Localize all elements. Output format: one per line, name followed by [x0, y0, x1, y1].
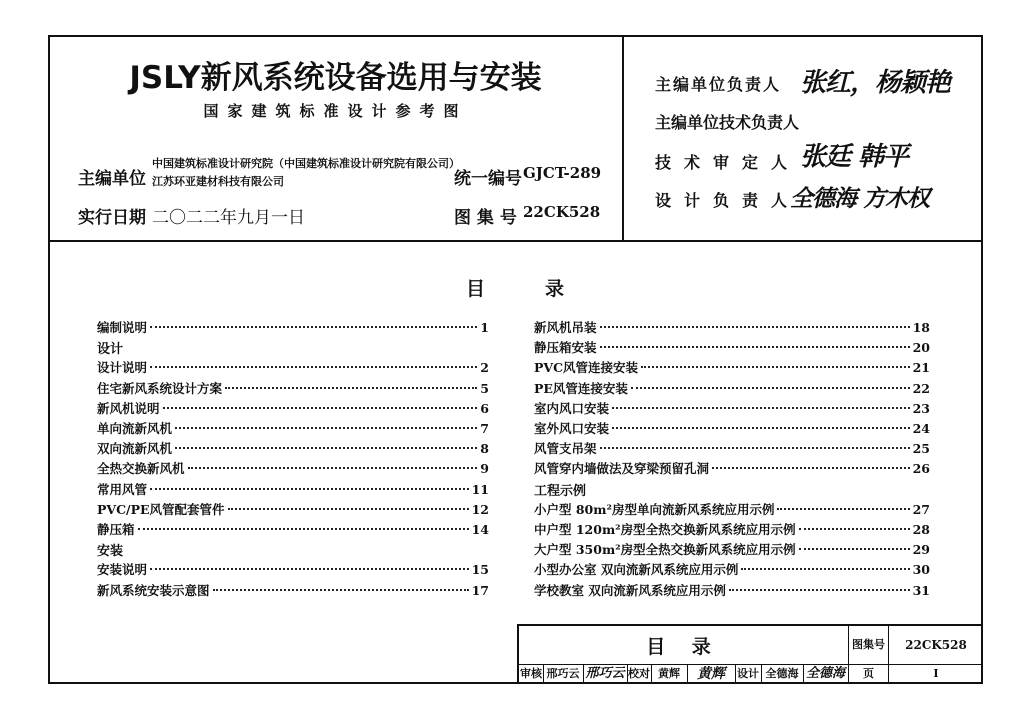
toc-entry-title: PVC/PE风管配套管件	[97, 501, 225, 517]
toc-dot-leader	[163, 407, 478, 409]
toc-entry[interactable]	[534, 439, 930, 459]
toc-entry[interactable]	[534, 581, 930, 601]
toc-entry-page: 18	[912, 320, 930, 335]
toc-entry-title: 编制说明	[97, 320, 148, 335]
toc-entry[interactable]	[534, 338, 930, 358]
toc-entry[interactable]	[534, 459, 930, 479]
atlas-number: 22CK528	[523, 203, 601, 221]
toc-dot-leader	[600, 346, 910, 348]
toc-entry-title: 住宅新风系统设计方案	[97, 380, 223, 396]
toc-entry[interactable]	[534, 500, 930, 520]
toc-entry[interactable]	[97, 520, 489, 540]
signoff-sep	[627, 665, 628, 684]
toc-entry-title: 新风系统安装示意图	[97, 582, 210, 598]
toc-entry-page: 9	[480, 461, 489, 477]
toc-entry-title: 室内风口安装	[534, 400, 610, 416]
toc-entry-title: 风管支吊架	[534, 441, 597, 457]
atlas-number-label: 图 集 号	[454, 208, 517, 228]
toc-entry-page: 29	[912, 542, 930, 558]
toc-entry-title: 中户型 120m²房型全热交换新风系统应用示例	[534, 522, 796, 537]
uniform-number-label: 统一编号	[454, 169, 522, 189]
toc-entry-title: 风管穿内墙做法及穿梁预留孔洞	[534, 461, 710, 477]
review-label: 审核	[520, 667, 542, 680]
approval-signature-3: 张廷 韩平	[800, 142, 909, 172]
toc-heading-left: 目	[466, 278, 486, 300]
editor-unit-label: 主编单位	[78, 169, 146, 189]
review-name: 邢巧云	[546, 667, 580, 680]
toc-entry[interactable]	[97, 318, 489, 338]
toc-entry-title: 室外风口安装	[534, 421, 610, 436]
toc-entry[interactable]	[97, 500, 489, 520]
toc-entry-page: 23	[912, 400, 930, 416]
toc-entry-page: 12	[471, 501, 489, 517]
approval-signature-1: 张红，杨颖艳	[800, 68, 951, 98]
atlas-subtitle: 国家建筑标准设计参考图	[203, 102, 468, 120]
editor-unit-line2: 江苏环亚建材科技有限公司	[152, 175, 284, 188]
toc-entry-page: 28	[912, 522, 930, 537]
toc-entry[interactable]	[534, 318, 930, 338]
title-block-name: 目 录	[646, 636, 721, 658]
toc-entry-page: 22	[912, 380, 930, 396]
toc-dot-leader	[600, 326, 910, 328]
toc-entry-page: 5	[480, 380, 489, 396]
design-label: 设计	[737, 667, 759, 680]
toc-dot-leader	[138, 528, 469, 530]
check-signature: 黄辉	[697, 666, 725, 682]
approval-role-4: 设计负责人	[655, 191, 801, 210]
toc-entry-page: 20	[912, 340, 930, 356]
toc-dot-leader	[600, 447, 910, 449]
toc-section-heading: 设计	[97, 342, 124, 358]
review-signature: 邢巧云	[585, 666, 625, 681]
toc-dot-leader	[777, 508, 909, 510]
toc-entry-title: 新风机吊装	[534, 320, 597, 335]
toc-dot-leader	[150, 326, 477, 328]
signoff-sep	[543, 665, 544, 684]
signoff-sep	[735, 665, 736, 684]
toc-entry[interactable]	[534, 379, 930, 399]
toc-entry-title: 常用风管	[97, 481, 148, 497]
toc-entry[interactable]	[534, 358, 930, 378]
toc-entry-title: 大户型 350m²房型全热交换新风系统应用示例	[534, 542, 796, 558]
design-name: 全德海	[765, 667, 799, 680]
toc-entry-page: 17	[471, 582, 489, 598]
toc-entry-title: 安装说明	[97, 562, 148, 578]
toc-dot-leader	[799, 528, 910, 530]
toc-entry[interactable]	[97, 419, 489, 439]
toc-dot-leader	[188, 467, 478, 469]
title-block-top-line	[517, 624, 983, 626]
effective-date: 二〇二二年九月一日	[152, 208, 305, 228]
toc-dot-leader	[799, 548, 910, 550]
toc-dot-leader	[612, 407, 910, 409]
toc-entry-title: 静压箱安装	[534, 340, 597, 356]
toc-entry[interactable]	[97, 581, 489, 601]
toc-entry-page: 7	[480, 421, 489, 436]
toc-dot-leader	[228, 508, 469, 510]
toc-entry-page: 21	[912, 360, 930, 376]
toc-entry-title: 单向流新风机	[97, 421, 173, 436]
toc-entry-page: 11	[471, 481, 489, 497]
toc-entry-page: 24	[912, 421, 930, 436]
approval-role-2: 主编单位技术负责人	[655, 113, 800, 132]
toc-entry-title: 小型办公室 双向流新风系统应用示例	[534, 562, 739, 578]
toc-dot-leader	[150, 568, 469, 570]
signoff-sep	[651, 665, 652, 684]
design-signature: 全德海	[805, 666, 845, 681]
uniform-number: GJCT-289	[523, 164, 602, 182]
toc-entry-page: 2	[480, 360, 489, 376]
approval-role-3: 技术审定人	[655, 153, 801, 172]
toc-section-heading: 安装	[97, 544, 124, 560]
toc-entry[interactable]	[534, 560, 930, 580]
check-name: 黄辉	[658, 667, 680, 680]
toc-dot-leader	[712, 467, 910, 469]
toc-entry-title: 学校教室 双向流新风系统应用示例	[534, 582, 726, 598]
toc-dot-leader	[741, 568, 909, 570]
toc-entry-page: 30	[912, 562, 930, 578]
title-block-atlas-label: 图集号	[852, 638, 885, 651]
toc-entry-page: 8	[480, 441, 489, 457]
signoff-sep	[803, 665, 804, 684]
toc-dot-leader	[729, 589, 910, 591]
toc-entry-title: PVC风管连接安装	[534, 360, 639, 376]
toc-entry-title: 静压箱	[97, 522, 135, 537]
signoff-sep	[687, 665, 688, 684]
toc-dot-leader	[175, 427, 477, 429]
toc-entry[interactable]	[534, 419, 930, 439]
toc-entry-title: 设计说明	[97, 360, 148, 376]
header-divider	[48, 240, 983, 242]
approval-role-1: 主编单位负责人	[655, 75, 782, 94]
signoff-sep	[583, 665, 584, 684]
toc-entry-page: 14	[471, 522, 489, 537]
page-label: 页	[863, 667, 874, 680]
toc-entry-title: 小户型 80m²房型单向流新风系统应用示例	[534, 501, 775, 517]
toc-heading-right: 录	[545, 278, 565, 300]
toc-entry-page: 31	[912, 582, 930, 598]
editor-unit-line1: 中国建筑标准设计研究院（中国建筑标准设计研究院有限公司）	[152, 157, 460, 170]
toc-entry-title: 双向流新风机	[97, 441, 173, 457]
page-value: I	[933, 667, 939, 680]
toc-dot-leader	[225, 387, 477, 389]
toc-dot-leader	[150, 366, 477, 368]
toc-entry-page: 6	[480, 400, 489, 416]
signoff-sep	[761, 665, 762, 684]
toc-entry-title: 全热交换新风机	[97, 461, 185, 477]
toc-dot-leader	[213, 589, 469, 591]
toc-entry-title: 新风机说明	[97, 400, 160, 416]
toc-entry[interactable]	[97, 379, 489, 399]
toc-entry-title: PE风管连接安装	[534, 380, 628, 396]
toc-entry[interactable]	[534, 540, 930, 560]
toc-entry[interactable]	[97, 358, 489, 378]
toc-dot-leader	[631, 387, 910, 389]
toc-entry-page: 27	[912, 501, 930, 517]
toc-entry-page: 26	[912, 461, 930, 477]
effective-date-label: 实行日期	[78, 208, 146, 228]
toc-entry-page: 1	[480, 320, 489, 335]
toc-dot-leader	[641, 366, 910, 368]
toc-dot-leader	[612, 427, 910, 429]
approval-signature-4: 全德海 方木权	[790, 185, 930, 212]
toc-entry-page: 15	[471, 562, 489, 578]
toc-entry[interactable]	[97, 439, 489, 459]
atlas-title: JSLY新风系统设备选用与安装	[129, 60, 542, 96]
toc-entry[interactable]	[534, 520, 930, 540]
toc-section-heading: 工程示例	[534, 483, 587, 499]
toc-entry-page: 25	[912, 441, 930, 457]
toc-entry[interactable]	[97, 399, 489, 419]
check-label: 校对	[628, 667, 650, 680]
toc-entry[interactable]	[97, 560, 489, 580]
toc-dot-leader	[150, 488, 469, 490]
toc-dot-leader	[175, 447, 477, 449]
toc-entry[interactable]	[534, 399, 930, 419]
title-block-atlas-value: 22CK528	[905, 638, 967, 652]
toc-entry[interactable]	[97, 459, 489, 479]
toc-entry[interactable]	[97, 480, 489, 500]
